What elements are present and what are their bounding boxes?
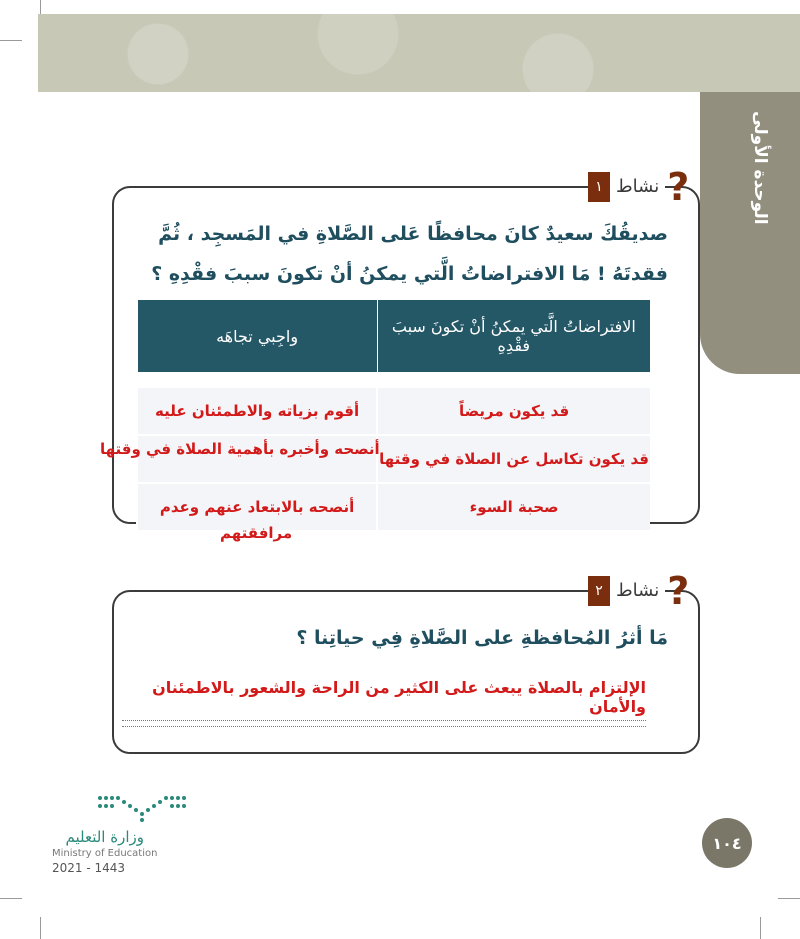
assumptions-table: [136, 300, 650, 530]
assumption-cell: قد يكون تكاسل عن الصلاة في وقتها: [377, 435, 650, 483]
crop-mark: [0, 898, 22, 899]
assumption-cell: صحبة السوء: [377, 483, 650, 530]
table-gap: [137, 373, 650, 387]
duty-cell: أقوم بزياته والاطمئنان عليه: [137, 387, 377, 435]
table-header-duty: واجِبي تجاهَه: [137, 300, 377, 373]
unit-label: الوحدة الأولى: [750, 111, 770, 225]
duty-cell-overflow: أنصحه وأخبره بأهمية الصلاة في وقتها: [100, 440, 380, 458]
activity-1-question: صديقُكَ سعيدٌ كانَ محافظًا عَلى الصَّلاةِ في المَسجِد ، ثُمَّ فقدتَهُ ! مَا الافتراضاتُ الَّتي يمكنُ أنْ تكونَ سببَ فقْدِهِ ؟: [151, 223, 668, 285]
header-banner: [38, 14, 800, 92]
duty-cell-continuation: مرافقتهم: [220, 524, 293, 542]
ministry-name-arabic: وزارة التعليم: [65, 828, 144, 846]
page-number: ١٠٤: [702, 818, 752, 868]
question-mark-icon: ?: [667, 165, 690, 209]
crop-mark: [40, 917, 41, 939]
activity-label: نشاط: [610, 172, 665, 202]
activity-number: ٢: [588, 576, 610, 606]
answer-dotted-line: [122, 726, 646, 727]
activity-1-tag: [588, 165, 690, 209]
question-mark-icon: ?: [667, 569, 690, 613]
activity-2-box: [112, 590, 700, 754]
table-row: [137, 483, 650, 530]
ministry-logo-icon: [96, 792, 192, 826]
table-row: [137, 387, 650, 435]
edition-year: 2021 - 1443: [52, 861, 126, 875]
assumption-cell: قد يكون مريضاً: [377, 387, 650, 435]
ministry-name-english: Ministry of Education: [52, 848, 158, 859]
activity-2-tag: [588, 569, 690, 613]
activity-2-answer: الإلتزام بالصلاة يبعث على الكثير من الراحة والشعور بالاطمئنان والأمان: [122, 678, 646, 721]
activity-number: ١: [588, 172, 610, 202]
crop-mark: [0, 40, 22, 41]
activity-label: نشاط: [610, 576, 665, 606]
crop-mark: [778, 898, 800, 899]
crop-mark: [760, 917, 761, 939]
activity-2-question: مَا أثرُ المُحافظةِ على الصَّلاةِ فِي حياتِنا ؟: [296, 627, 668, 649]
duty-cell: أنصحه بالابتعاد عنهم وعدم: [137, 483, 377, 530]
table-header-assumptions: الافتراضاتُ الَّتي يمكنُ أنْ تكونَ سببَ فقْدِهِ: [377, 300, 650, 373]
